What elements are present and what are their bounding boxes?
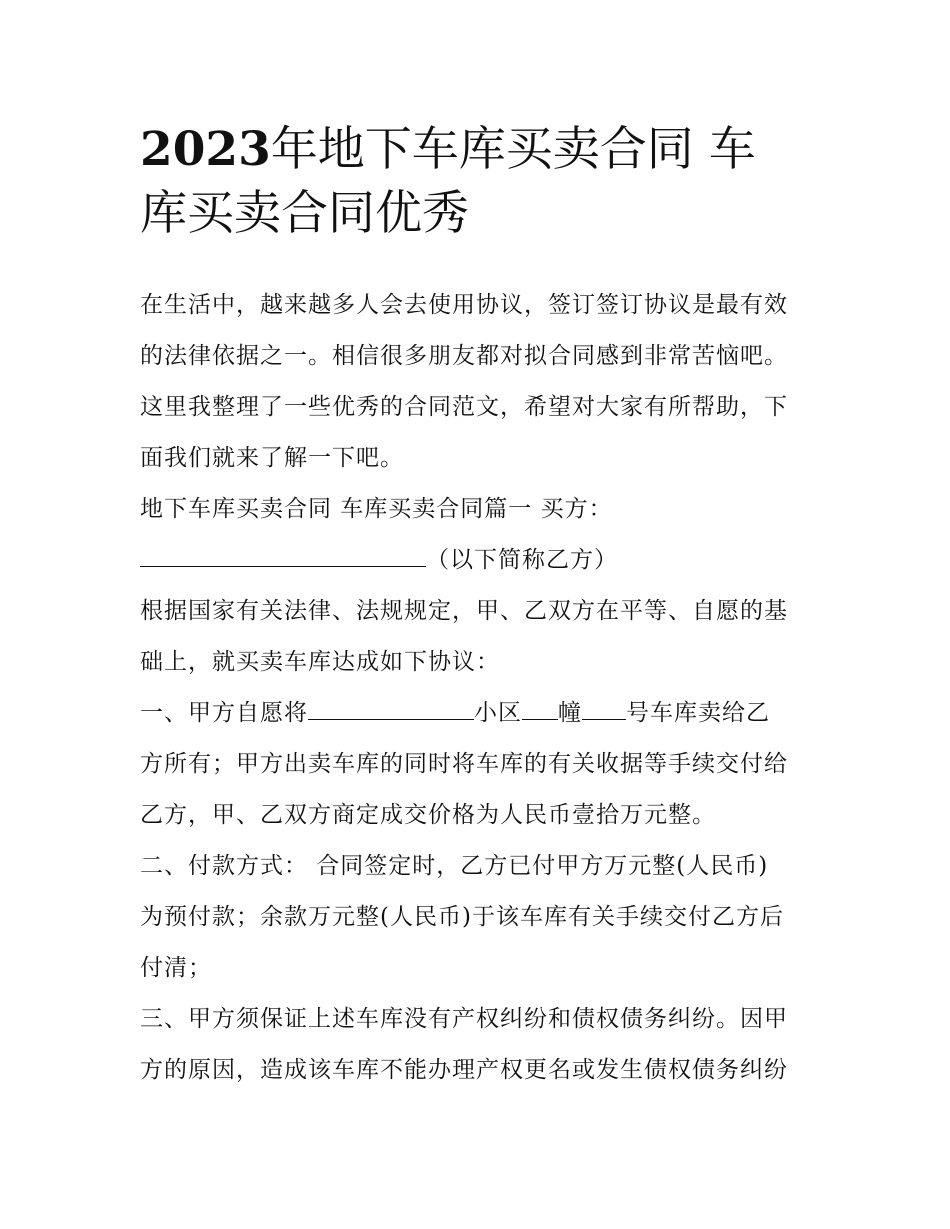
- intro-line-1: 在生活中，越来越多人会去使用协议，签订签订协议是最有效: [140, 292, 788, 318]
- clause-1-building: 幢: [558, 700, 582, 726]
- document-title: [140, 118, 820, 246]
- basis-line-1: 根据国家有关法律、法规规定，甲、乙双方在平等、自愿的基: [140, 598, 788, 624]
- community-blank: [308, 699, 474, 720]
- clause-1-prefix: 一、甲方自愿将: [140, 700, 308, 726]
- clause-3-line-2: 方的原因，造成该车库不能办理产权更名或发生债权债务纠纷: [140, 1057, 788, 1083]
- intro-line-2: 的法律依据之一。相信很多朋友都对拟合同感到非常苦恼吧。: [140, 343, 788, 369]
- intro-line-3: 这里我整理了一些优秀的合同范文，希望对大家有所帮助，下: [140, 394, 788, 420]
- buyer-line: [140, 535, 820, 586]
- clause-1-suffix: 号车库卖给乙: [626, 700, 770, 726]
- buyer-name-blank: [140, 546, 426, 567]
- title-line-1-text: 年地下车库买卖合同 车: [270, 122, 756, 177]
- clause-2-line-2: 为预付款；余款万元整(人民币)于该车库有关手续交付乙方后: [140, 904, 784, 930]
- clause-1-line-2: 方所有；甲方出卖车库的同时将车库的有关收据等手续交付给: [140, 751, 788, 777]
- document-page: [140, 118, 820, 1096]
- clause-3-line-1: 三、甲方须保证上述车库没有产权纠纷和债权债务纠纷。因甲: [140, 1006, 788, 1032]
- title-line-1: [140, 118, 820, 182]
- section-heading: 地下车库买卖合同 车库买卖合同篇一 买方：: [140, 496, 613, 522]
- garage-number-blank: [582, 699, 626, 720]
- clause-2-line-1: 二、付款方式： 合同签定时，乙方已付甲方万元整(人民币): [140, 853, 769, 879]
- title-line-2: 库买卖合同优秀: [140, 186, 469, 241]
- building-blank: [522, 699, 558, 720]
- buyer-suffix: （以下简称乙方）: [426, 547, 618, 573]
- clause-1-line-3: 乙方，甲、乙双方商定成交价格为人民币壹拾万元整。: [140, 802, 716, 828]
- intro-line-4: 面我们就来了解一下吧。: [140, 445, 404, 471]
- clause-2-line-3: 付清；: [140, 955, 212, 981]
- document-body: [140, 280, 820, 1096]
- clause-1-line-1: [140, 688, 820, 739]
- title-year: 2023: [140, 122, 271, 177]
- basis-line-2: 础上，就买卖车库达成如下协议：: [140, 649, 500, 675]
- clause-1-community: 小区: [474, 700, 522, 726]
